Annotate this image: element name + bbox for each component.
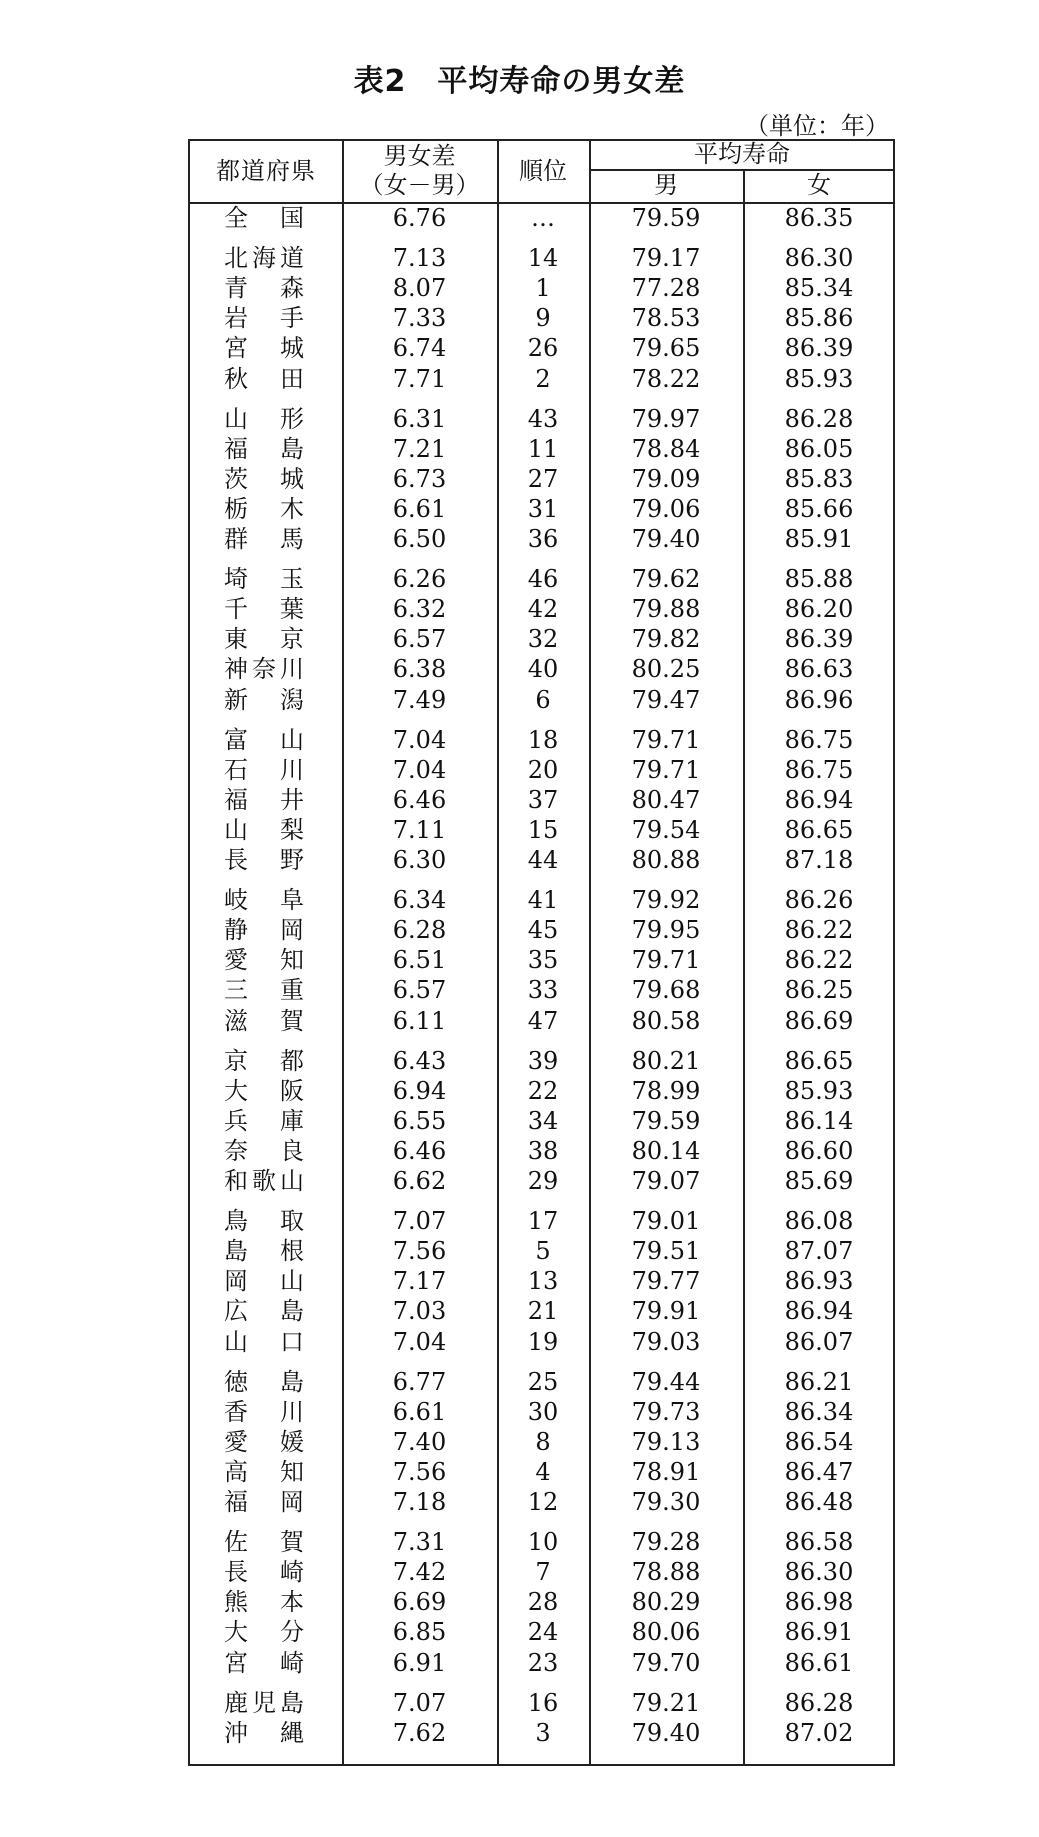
table-row: [190, 1367, 893, 1397]
male-cell: 79.71: [631, 946, 701, 975]
female-cell: 86.60: [784, 1136, 854, 1165]
female-cell: 86.25: [784, 976, 854, 1005]
rank-cell: 10: [527, 1528, 559, 1557]
diff-cell: 6.74: [392, 334, 447, 363]
female-cell: 86.65: [784, 815, 854, 844]
female-cell: 86.34: [784, 1397, 854, 1426]
diff-cell: 6.76: [392, 204, 447, 232]
female-cell: 85.34: [784, 274, 854, 303]
female-cell: 86.08: [784, 1207, 854, 1236]
prefecture-cell: 福 島: [224, 434, 308, 463]
table-row: [190, 785, 893, 815]
table-row: [190, 845, 893, 875]
female-cell: 86.98: [784, 1588, 854, 1617]
diff-cell: 6.43: [392, 1046, 447, 1075]
prefecture-cell: 広 島: [224, 1297, 308, 1326]
male-cell: 79.13: [631, 1427, 701, 1456]
rank-cell: 19: [527, 1327, 559, 1356]
male-cell: 79.54: [631, 815, 701, 844]
male-cell: 79.47: [631, 685, 701, 714]
table-row: [190, 364, 893, 394]
male-cell: 79.28: [631, 1528, 701, 1557]
female-cell: 86.39: [784, 625, 854, 654]
table-row: [190, 333, 893, 363]
male-cell: 79.40: [631, 525, 701, 553]
table-row: [190, 1457, 893, 1487]
prefecture-cell: 愛 媛: [224, 1427, 308, 1456]
rank-cell: 41: [527, 886, 559, 915]
rank-cell: 27: [527, 464, 559, 493]
diff-cell: 7.04: [392, 755, 447, 784]
female-cell: 86.05: [784, 434, 854, 463]
rank-cell: 31: [527, 494, 559, 523]
prefecture-cell: 秋 田: [224, 364, 308, 393]
female-cell: 86.22: [784, 946, 854, 975]
prefecture-cell: 石 川: [224, 755, 308, 784]
diff-cell: 7.56: [392, 1457, 447, 1486]
female-cell: 86.96: [784, 685, 854, 714]
rank-cell: 14: [527, 244, 559, 273]
male-cell: 79.06: [631, 494, 701, 523]
male-cell: 80.06: [631, 1618, 701, 1647]
male-cell: 79.71: [631, 755, 701, 784]
rank-cell: 30: [527, 1397, 559, 1426]
prefecture-cell: 神奈川: [224, 655, 308, 684]
diff-cell: 7.33: [392, 304, 447, 333]
prefecture-cell: 福 井: [224, 785, 308, 814]
rank-cell: 43: [527, 404, 559, 433]
prefecture-cell: 新 潟: [224, 685, 308, 714]
male-cell: 79.59: [631, 1106, 701, 1135]
diff-cell: 6.31: [392, 404, 447, 433]
rank-cell: 38: [527, 1136, 559, 1165]
prefecture-cell: 茨 城: [224, 464, 308, 493]
rank-cell: 42: [527, 595, 559, 624]
male-cell: 78.84: [631, 434, 701, 463]
rank-cell: 11: [527, 434, 559, 463]
diff-cell: 6.91: [392, 1648, 447, 1677]
female-cell: 85.86: [784, 304, 854, 333]
rank-cell: 29: [527, 1167, 559, 1195]
rank-cell: 32: [527, 625, 559, 654]
table-row: [190, 524, 893, 554]
male-cell: 79.82: [631, 625, 701, 654]
rank-cell: 44: [527, 846, 559, 874]
diff-cell: 6.85: [392, 1618, 447, 1647]
prefecture-cell: 山 口: [224, 1327, 308, 1356]
diff-cell: 7.18: [392, 1488, 447, 1516]
rank-cell: 16: [527, 1688, 559, 1717]
female-cell: 85.83: [784, 464, 854, 493]
diff-cell: 6.26: [392, 565, 447, 594]
table-row: [190, 815, 893, 845]
diff-cell: 6.46: [392, 785, 447, 814]
male-cell: 79.03: [631, 1327, 701, 1356]
rank-cell: 9: [535, 304, 551, 333]
female-cell: 86.35: [784, 204, 854, 232]
rank-cell: 3: [535, 1718, 551, 1747]
prefecture-cell: 山 梨: [224, 815, 308, 844]
female-cell: 87.07: [784, 1237, 854, 1266]
rank-cell: 24: [527, 1618, 559, 1647]
female-cell: 86.65: [784, 1046, 854, 1075]
diff-cell: 6.30: [392, 846, 447, 874]
male-cell: 79.30: [631, 1488, 701, 1516]
male-cell: 78.99: [631, 1076, 701, 1105]
header-life-expectancy: 平均寿命: [694, 140, 790, 168]
prefecture-cell: 高 知: [224, 1457, 308, 1486]
female-cell: 86.20: [784, 595, 854, 624]
rank-cell: …: [531, 204, 555, 232]
prefecture-cell: 福 岡: [224, 1488, 308, 1516]
prefecture-cell: 長 崎: [224, 1558, 308, 1587]
table-title: 表2 平均寿命の男女差: [353, 64, 686, 99]
male-cell: 78.53: [631, 304, 701, 333]
prefecture-cell: 栃 木: [224, 494, 308, 523]
table-row: [190, 594, 893, 624]
diff-cell: 6.69: [392, 1588, 447, 1617]
table-row: [190, 404, 893, 434]
table-row: [190, 1206, 893, 1236]
female-cell: 86.28: [784, 404, 854, 433]
rank-cell: 22: [527, 1076, 559, 1105]
diff-cell: 7.04: [392, 725, 447, 754]
rank-cell: 13: [527, 1267, 559, 1296]
rank-cell: 47: [527, 1006, 559, 1035]
male-cell: 79.97: [631, 404, 701, 433]
rank-cell: 5: [535, 1237, 551, 1266]
male-cell: 79.51: [631, 1237, 701, 1266]
prefecture-cell: 岩 手: [224, 304, 308, 333]
female-cell: 86.28: [784, 1688, 854, 1717]
rank-cell: 20: [527, 755, 559, 784]
male-cell: 79.21: [631, 1688, 701, 1717]
diff-cell: 7.62: [392, 1718, 447, 1747]
male-cell: 80.29: [631, 1588, 701, 1617]
female-cell: 87.02: [784, 1718, 854, 1747]
table-row: [190, 685, 893, 715]
male-cell: 79.40: [631, 1718, 701, 1747]
diff-cell: 6.46: [392, 1136, 447, 1165]
male-cell: 79.70: [631, 1648, 701, 1677]
table-row: [190, 243, 893, 273]
table-row: [190, 1106, 893, 1136]
prefecture-cell: 東 京: [224, 625, 308, 654]
female-cell: 86.39: [784, 334, 854, 363]
diff-cell: 6.61: [392, 494, 447, 523]
male-cell: 79.59: [631, 204, 701, 232]
rank-cell: 37: [527, 785, 559, 814]
prefecture-cell: 青 森: [224, 274, 308, 303]
prefecture-cell: 沖 縄: [224, 1718, 308, 1747]
male-cell: 79.71: [631, 725, 701, 754]
female-cell: 86.61: [784, 1648, 854, 1677]
table-row: [190, 464, 893, 494]
rank-cell: 15: [527, 815, 559, 844]
prefecture-cell: 宮 城: [224, 334, 308, 363]
male-cell: 79.68: [631, 976, 701, 1005]
female-cell: 86.94: [784, 785, 854, 814]
prefecture-cell: 島 根: [224, 1237, 308, 1266]
male-cell: 79.17: [631, 244, 701, 273]
male-cell: 79.73: [631, 1397, 701, 1426]
table-row: [190, 915, 893, 945]
female-cell: 87.18: [784, 846, 854, 874]
female-cell: 86.94: [784, 1297, 854, 1326]
diff-cell: 7.03: [392, 1297, 447, 1326]
life-expectancy-table: [188, 139, 895, 1766]
prefecture-cell: 京 都: [224, 1046, 308, 1075]
table-row: [190, 1006, 893, 1036]
prefecture-cell: 徳 島: [224, 1367, 308, 1396]
diff-cell: 6.28: [392, 916, 447, 945]
female-cell: 86.26: [784, 886, 854, 915]
male-cell: 79.01: [631, 1207, 701, 1236]
male-cell: 78.88: [631, 1558, 701, 1587]
rank-cell: 1: [535, 274, 551, 303]
diff-cell: 6.32: [392, 595, 447, 624]
diff-cell: 6.57: [392, 976, 447, 1005]
table-row: [190, 1557, 893, 1587]
female-cell: 86.07: [784, 1327, 854, 1356]
diff-cell: 7.13: [392, 244, 447, 273]
table-row: [190, 1046, 893, 1076]
diff-cell: 6.77: [392, 1367, 447, 1396]
table-row: [190, 945, 893, 975]
prefecture-cell: 長 野: [224, 846, 308, 874]
prefecture-cell: 鹿児島: [224, 1688, 308, 1717]
diff-cell: 7.11: [392, 815, 447, 844]
prefecture-cell: 滋 賀: [224, 1006, 308, 1035]
prefecture-cell: 三 重: [224, 976, 308, 1005]
prefecture-cell: 奈 良: [224, 1136, 308, 1165]
diff-cell: 7.04: [392, 1327, 447, 1356]
female-cell: 86.48: [784, 1488, 854, 1516]
female-cell: 86.69: [784, 1006, 854, 1035]
rank-cell: 4: [535, 1457, 551, 1486]
table-row: [190, 1327, 893, 1357]
table-row: [190, 564, 893, 594]
table-row: [190, 1236, 893, 1266]
diff-cell: 7.56: [392, 1237, 447, 1266]
male-cell: 79.92: [631, 886, 701, 915]
male-cell: 79.65: [631, 334, 701, 363]
table-row: [190, 654, 893, 684]
header-female: 女: [807, 171, 831, 199]
female-cell: 86.14: [784, 1106, 854, 1135]
diff-cell: 6.11: [392, 1006, 447, 1035]
diff-cell: 7.49: [392, 685, 447, 714]
table-row: [190, 1076, 893, 1106]
female-cell: 86.75: [784, 725, 854, 754]
female-cell: 86.30: [784, 244, 854, 273]
male-cell: 79.88: [631, 595, 701, 624]
table-row: [190, 1688, 893, 1718]
rank-cell: 25: [527, 1367, 559, 1396]
table-row: [190, 1166, 893, 1196]
rank-cell: 36: [527, 525, 559, 553]
prefecture-cell: 鳥 取: [224, 1207, 308, 1236]
rank-cell: 45: [527, 916, 559, 945]
diff-cell: 7.42: [392, 1558, 447, 1587]
rank-cell: 2: [535, 364, 551, 393]
female-cell: 86.75: [784, 755, 854, 784]
table-row: [190, 494, 893, 524]
female-cell: 86.21: [784, 1367, 854, 1396]
female-cell: 86.54: [784, 1427, 854, 1456]
table-row: [190, 1527, 893, 1557]
male-cell: 78.22: [631, 364, 701, 393]
prefecture-cell: 埼 玉: [224, 565, 308, 594]
male-cell: 79.95: [631, 916, 701, 945]
prefecture-cell: 兵 庫: [224, 1106, 308, 1135]
table-row: [190, 303, 893, 333]
rank-cell: 8: [535, 1427, 551, 1456]
table-row: [190, 1266, 893, 1296]
table-row: [190, 755, 893, 785]
diff-cell: 6.38: [392, 655, 447, 684]
prefecture-cell: 岐 阜: [224, 886, 308, 915]
unit-note: （単位：年）: [745, 112, 889, 140]
male-cell: 80.14: [631, 1136, 701, 1165]
prefecture-cell: 宮 崎: [224, 1648, 308, 1677]
diff-cell: 6.34: [392, 886, 447, 915]
prefecture-cell: 富 山: [224, 725, 308, 754]
header-prefecture: 都道府県: [216, 157, 316, 185]
rank-cell: 34: [527, 1106, 559, 1135]
table-row: [190, 1718, 893, 1748]
prefecture-cell: 大 分: [224, 1618, 308, 1647]
female-cell: 85.69: [784, 1167, 854, 1195]
table-row: [190, 1136, 893, 1166]
rank-cell: 35: [527, 946, 559, 975]
prefecture-cell: 熊 本: [224, 1588, 308, 1617]
male-cell: 80.21: [631, 1046, 701, 1075]
table-row: [190, 1296, 893, 1326]
male-cell: 80.47: [631, 785, 701, 814]
prefecture-cell: 山 形: [224, 404, 308, 433]
female-cell: 86.91: [784, 1618, 854, 1647]
female-cell: 86.47: [784, 1457, 854, 1486]
header-male: 男: [654, 171, 678, 199]
male-cell: 79.77: [631, 1267, 701, 1296]
table-row: [190, 273, 893, 303]
prefecture-cell: 香 川: [224, 1397, 308, 1426]
rank-cell: 33: [527, 976, 559, 1005]
male-cell: 78.91: [631, 1457, 701, 1486]
prefecture-cell: 和歌山: [224, 1167, 308, 1195]
prefecture-cell: 北海道: [224, 244, 308, 273]
table-row: [190, 203, 893, 233]
female-cell: 86.58: [784, 1528, 854, 1557]
table-row: [190, 1487, 893, 1517]
rank-cell: 40: [527, 655, 559, 684]
table-row: [190, 434, 893, 464]
header-diff: 男女差: [383, 142, 456, 170]
male-cell: 80.25: [631, 655, 701, 684]
diff-cell: 7.40: [392, 1427, 447, 1456]
male-cell: 77.28: [631, 274, 701, 303]
rank-cell: 26: [527, 334, 559, 363]
diff-cell: 6.62: [392, 1167, 447, 1195]
female-cell: 86.30: [784, 1558, 854, 1587]
diff-cell: 6.94: [392, 1076, 447, 1105]
rank-cell: 7: [535, 1558, 551, 1587]
diff-cell: 7.17: [392, 1267, 447, 1296]
diff-cell: 7.31: [392, 1528, 447, 1557]
diff-cell: 6.51: [392, 946, 447, 975]
header-rank: 順位: [519, 157, 567, 185]
male-cell: 79.44: [631, 1367, 701, 1396]
male-cell: 79.07: [631, 1167, 701, 1195]
prefecture-cell: 大 阪: [224, 1076, 308, 1105]
table-row: [190, 1648, 893, 1678]
rank-cell: 17: [527, 1207, 559, 1236]
prefecture-cell: 岡 山: [224, 1267, 308, 1296]
rank-cell: 46: [527, 565, 559, 594]
rank-cell: 23: [527, 1648, 559, 1677]
diff-cell: 6.61: [392, 1397, 447, 1426]
header-diff-note: （女－男）: [359, 171, 480, 199]
male-cell: 79.62: [631, 565, 701, 594]
prefecture-cell: 佐 賀: [224, 1528, 308, 1557]
prefecture-cell: 千 葉: [224, 595, 308, 624]
prefecture-cell: 愛 知: [224, 946, 308, 975]
male-cell: 79.91: [631, 1297, 701, 1326]
table-row: [190, 975, 893, 1005]
female-cell: 86.22: [784, 916, 854, 945]
rank-cell: 12: [527, 1488, 559, 1516]
rank-cell: 6: [535, 685, 551, 714]
rank-cell: 39: [527, 1046, 559, 1075]
diff-cell: 6.55: [392, 1106, 447, 1135]
male-cell: 79.09: [631, 464, 701, 493]
diff-cell: 6.57: [392, 625, 447, 654]
female-cell: 85.66: [784, 494, 854, 523]
female-cell: 85.93: [784, 1076, 854, 1105]
male-cell: 80.58: [631, 1006, 701, 1035]
diff-cell: 7.07: [392, 1207, 447, 1236]
prefecture-cell: 静 岡: [224, 916, 308, 945]
rank-cell: 21: [527, 1297, 559, 1326]
female-cell: 86.93: [784, 1267, 854, 1296]
prefecture-cell: 全 国: [224, 204, 308, 232]
diff-cell: 7.71: [392, 364, 447, 393]
table-row: [190, 885, 893, 915]
rank-cell: 28: [527, 1588, 559, 1617]
diff-cell: 6.50: [392, 525, 447, 553]
table-row: [190, 725, 893, 755]
table-row: [190, 1427, 893, 1457]
table-row: [190, 1587, 893, 1617]
male-cell: 80.88: [631, 846, 701, 874]
diff-cell: 8.07: [392, 274, 447, 303]
table-row: [190, 1397, 893, 1427]
prefecture-cell: 群 馬: [224, 525, 308, 553]
female-cell: 85.91: [784, 525, 854, 553]
female-cell: 85.93: [784, 364, 854, 393]
diff-cell: 7.21: [392, 434, 447, 463]
diff-cell: 7.07: [392, 1688, 447, 1717]
rank-cell: 18: [527, 725, 559, 754]
table-row: [190, 624, 893, 654]
female-cell: 86.63: [784, 655, 854, 684]
diff-cell: 6.73: [392, 464, 447, 493]
female-cell: 85.88: [784, 565, 854, 594]
table-row: [190, 1617, 893, 1647]
